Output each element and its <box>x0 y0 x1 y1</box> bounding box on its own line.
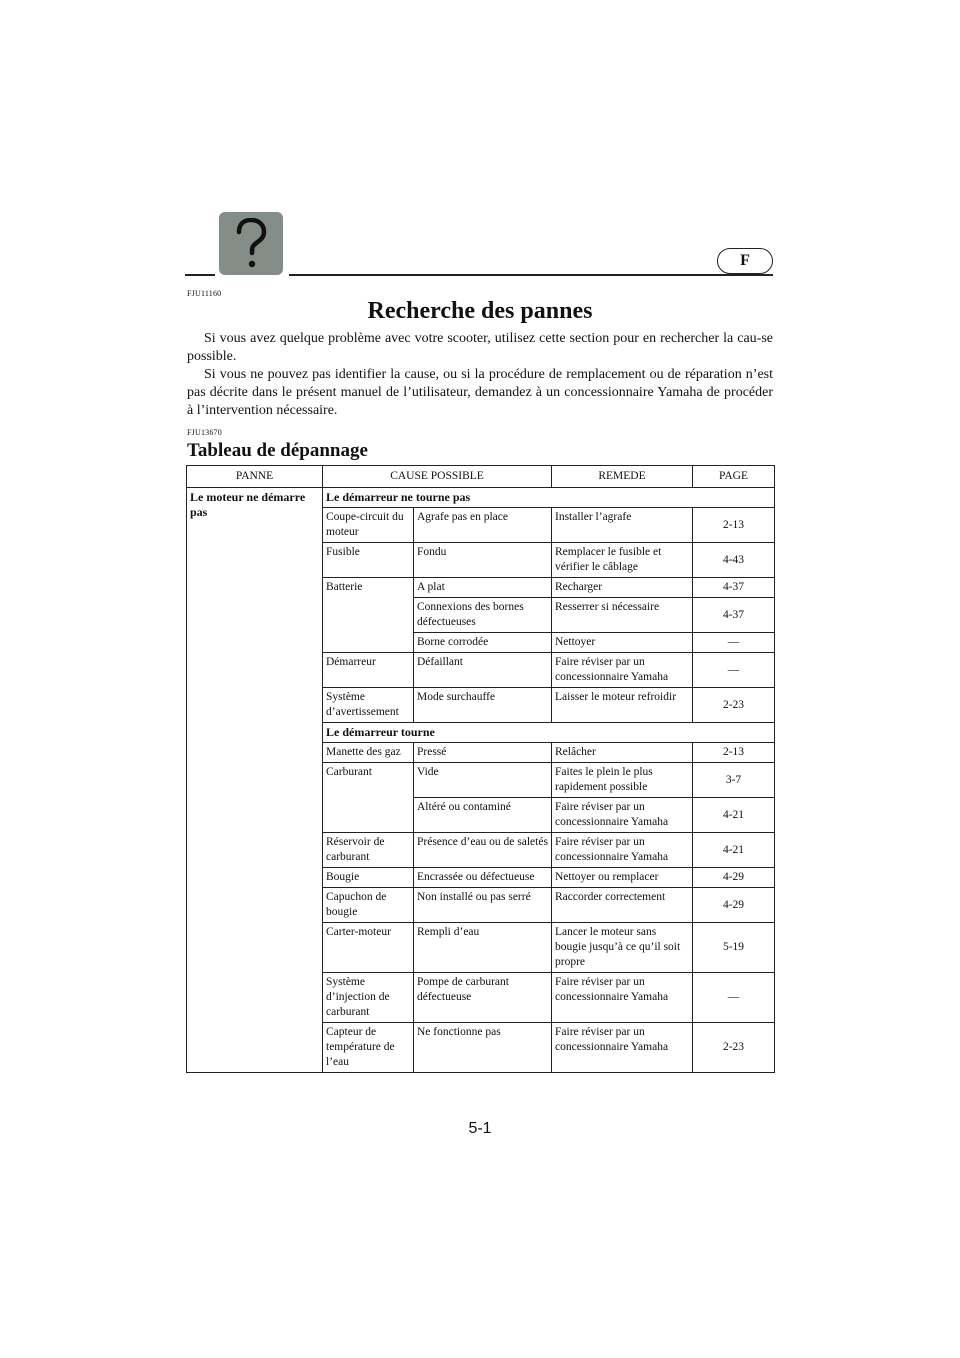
component-cell: Capuchon de bougie <box>323 888 414 923</box>
remede-cell: Relâcher <box>552 743 693 763</box>
page-cell: 4-21 <box>693 798 775 833</box>
header-panne: PANNE <box>187 466 323 488</box>
header-page: PAGE <box>693 466 775 488</box>
component-cell: Manette des gaz <box>323 743 414 763</box>
header-rule-left <box>185 274 215 276</box>
remede-cell: Installer l’agrafe <box>552 508 693 543</box>
cause-cell: A plat <box>414 578 552 598</box>
page-cell: — <box>693 653 775 688</box>
section-heading: Le démarreur ne tourne pas <box>323 488 775 508</box>
component-cell: Batterie <box>323 578 414 653</box>
remede-cell: Raccorder correctement <box>552 888 693 923</box>
section-heading: Le démarreur tourne <box>323 723 775 743</box>
section-title: Tableau de dépannage <box>187 440 368 461</box>
remede-cell: Faire réviser par un concessionnaire Yamaha <box>552 798 693 833</box>
panne-cell: Le moteur ne démarre pas <box>187 488 323 1073</box>
remede-cell: Faites le plein le plus rapidement possible <box>552 763 693 798</box>
page-cell: — <box>693 633 775 653</box>
intro-paragraph-1: Si vous avez quelque problème avec votre scooter, utilisez cette section pour en rechercher la cau-se possible. <box>187 331 773 364</box>
cause-cell: Pompe de carburant défectueuse <box>414 973 552 1023</box>
remede-cell: Resserrer si nécessaire <box>552 598 693 633</box>
cause-cell: Présence d’eau ou de saletés <box>414 833 552 868</box>
page-cell: 3-7 <box>693 763 775 798</box>
page-cell: 2-23 <box>693 1023 775 1073</box>
remede-cell: Faire réviser par un concessionnaire Yamaha <box>552 833 693 868</box>
cause-cell: Défaillant <box>414 653 552 688</box>
page-cell: 4-29 <box>693 868 775 888</box>
remede-cell: Faire réviser par un concessionnaire Yamaha <box>552 1023 693 1073</box>
page-number: 5-1 <box>468 1120 492 1137</box>
table-header-row <box>187 466 775 488</box>
cause-cell: Connexions des bornes défectueuses <box>414 598 552 633</box>
question-mark-glyph <box>231 218 271 270</box>
troubleshooting-table <box>186 465 775 1073</box>
component-cell: Capteur de température de l’eau <box>323 1023 414 1073</box>
cause-cell: Fondu <box>414 543 552 578</box>
cause-cell: Mode surchauffe <box>414 688 552 723</box>
table-section-row <box>187 488 775 508</box>
page-cell: 2-13 <box>693 508 775 543</box>
component-cell: Réservoir de carburant <box>323 833 414 868</box>
page-cell: — <box>693 973 775 1023</box>
remede-cell: Faire réviser par un concessionnaire Yamaha <box>552 653 693 688</box>
table-body <box>187 488 775 1073</box>
component-cell: Bougie <box>323 868 414 888</box>
header-cause: CAUSE POSSIBLE <box>323 466 552 488</box>
page-cell: 4-29 <box>693 888 775 923</box>
subsection-code: FJU13670 <box>187 428 222 437</box>
cause-cell: Altéré ou contaminé <box>414 798 552 833</box>
page-cell: 4-37 <box>693 578 775 598</box>
remede-cell: Nettoyer ou remplacer <box>552 868 693 888</box>
intro-paragraph-2: Si vous ne pouvez pas identifier la cause, ou si la procédure de remplacement ou de réparation n’est pas décrite dans le présent manuel de l’utilisateur, demandez à un concessionnaire Yamaha de procéder à l’intervention nécessaire. <box>187 367 773 418</box>
component-cell: Carburant <box>323 763 414 833</box>
page-cell: 4-21 <box>693 833 775 868</box>
page-title: Recherche des pannes <box>367 298 593 324</box>
question-mark-icon <box>219 212 283 275</box>
cause-cell: Borne corrodée <box>414 633 552 653</box>
component-cell: Coupe-circuit du moteur <box>323 508 414 543</box>
remede-cell: Lancer le moteur sans bougie jusqu’à ce qu’il soit propre <box>552 923 693 973</box>
remede-cell: Laisser le moteur refroidir <box>552 688 693 723</box>
remede-cell: Nettoyer <box>552 633 693 653</box>
cause-cell: Pressé <box>414 743 552 763</box>
page-cell: 5-19 <box>693 923 775 973</box>
cause-cell: Encrassée ou défectueuse <box>414 868 552 888</box>
header-remede: REMEDE <box>552 466 693 488</box>
remede-cell: Remplacer le fusible et vérifier le câblage <box>552 543 693 578</box>
page-cell: 4-43 <box>693 543 775 578</box>
header-rule-right <box>289 274 773 276</box>
component-cell: Fusible <box>323 543 414 578</box>
remede-cell: Recharger <box>552 578 693 598</box>
component-cell: Système d’injection de carburant <box>323 973 414 1023</box>
component-cell: Système d’avertissement <box>323 688 414 723</box>
section-code: FJU11160 <box>187 289 222 298</box>
cause-cell: Ne fonctionne pas <box>414 1023 552 1073</box>
remede-cell: Faire réviser par un concessionnaire Yamaha <box>552 973 693 1023</box>
page-cell: 2-13 <box>693 743 775 763</box>
component-cell: Carter-moteur <box>323 923 414 973</box>
page-cell: 2-23 <box>693 688 775 723</box>
cause-cell: Non installé ou pas serré <box>414 888 552 923</box>
cause-cell: Agrafe pas en place <box>414 508 552 543</box>
cause-cell: Rempli d’eau <box>414 923 552 973</box>
cause-cell: Vide <box>414 763 552 798</box>
component-cell: Démarreur <box>323 653 414 688</box>
page-cell: 4-37 <box>693 598 775 633</box>
language-badge: F <box>717 248 773 274</box>
